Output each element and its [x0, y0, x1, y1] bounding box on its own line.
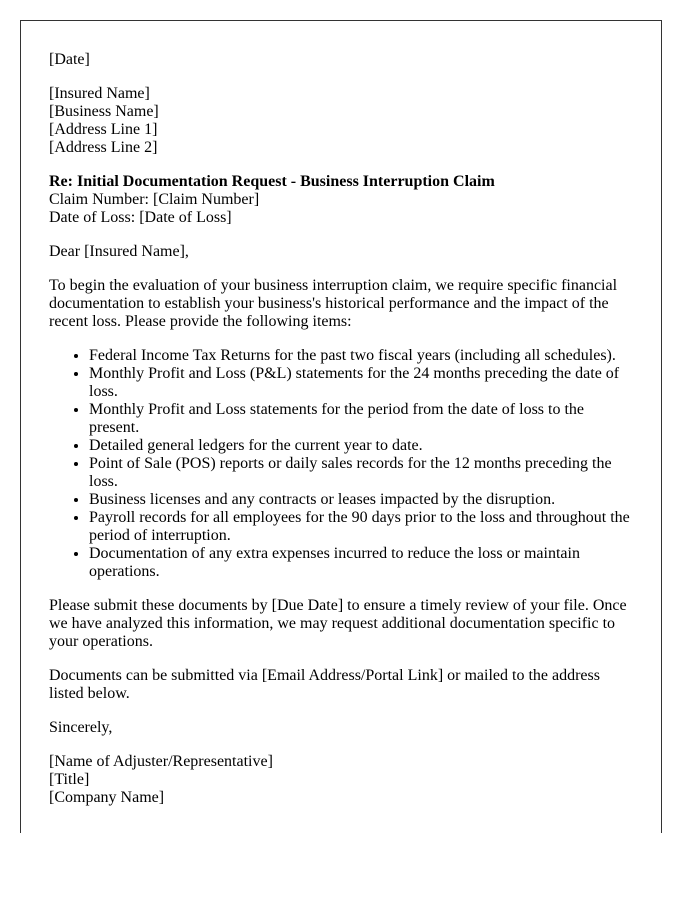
letter-date: [Date] [49, 51, 90, 68]
signature-block [49, 753, 633, 807]
closing: Sincerely, [49, 719, 113, 736]
list-item: • Payroll records for all employees for the 90 days prior to the loss and throughout the period of interruption. [89, 509, 633, 545]
intro-paragraph: To begin the evaluation of your business interruption claim, we require specific financial documentation to establish your business's historical performance and the impact of the recent loss. Please provide the following items: [49, 277, 618, 330]
recipient-business-name: [Business Name] [49, 103, 159, 120]
recipient-address-line-2: [Address Line 2] [49, 139, 158, 156]
signature-name: [Name of Adjuster/Representative] [49, 753, 273, 770]
document-request-list [49, 347, 633, 581]
salutation: Dear [Insured Name], [49, 243, 189, 260]
recipient-address-line-1: [Address Line 1] [49, 121, 158, 138]
list-item: • Documentation of any extra expenses incurred to reduce the loss or maintain operations. [89, 545, 633, 581]
delivery-paragraph: Documents can be submitted via [Email Address/Portal Link] or mailed to the address listed below. [49, 667, 600, 702]
list-item: • Business licenses and any contracts or leases impacted by the disruption. [89, 491, 633, 509]
submission-paragraph: Please submit these documents by [Due Date] to ensure a timely review of your file. Once we have analyzed this information, we may request additional documentation specific to your operations. [49, 597, 627, 650]
claim-number: Claim Number: [Claim Number] [49, 191, 260, 208]
recipient-insured-name: [Insured Name] [49, 85, 150, 102]
list-item: • Monthly Profit and Loss (P&L) statements for the 24 months preceding the date of loss. [89, 365, 633, 401]
recipient-block [49, 85, 633, 157]
list-item: • Point of Sale (POS) reports or daily sales records for the 12 months preceding the loss. [89, 455, 633, 491]
list-item: • Monthly Profit and Loss statements for the period from the date of loss to the present. [89, 401, 633, 437]
signature-company: [Company Name] [49, 789, 165, 806]
subject-line: Re: Initial Documentation Request - Business Interruption Claim [49, 173, 495, 190]
letter-page [20, 20, 662, 833]
date-of-loss: Date of Loss: [Date of Loss] [49, 209, 232, 226]
signature-title: [Title] [49, 771, 90, 788]
subject-block [49, 173, 633, 227]
list-item: • Federal Income Tax Returns for the past two fiscal years (including all schedules). [89, 347, 633, 365]
list-item: • Detailed general ledgers for the current year to date. [89, 437, 633, 455]
